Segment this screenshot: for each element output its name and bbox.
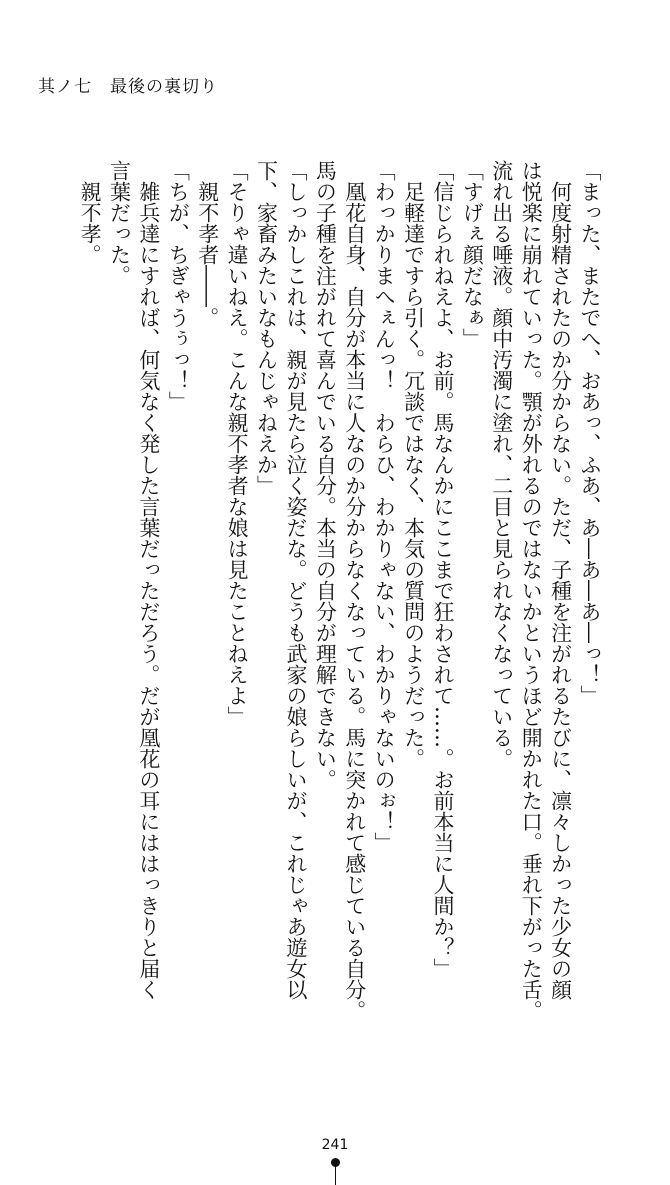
text-line: 何度射精されたのか分からない。ただ、子種を注がれるたびに、凛々しかった少女の顔 [548,160,573,1000]
text-line: 「すげぇ顔だなぁ」 [460,160,485,349]
text-line: 馬の子種を注がれて喜んでいる自分。本当の自分が理解できない。 [313,160,338,790]
text-line: 「まった、またでへ、おあっ、ふあ、あ―あ―あ―っ！」 [578,160,602,706]
chapter-title: 其ノ七 最後の裏切り [38,77,218,97]
text-line: 「わっかりまへぇんっ！ わらひ、わかりゃない、わかりゃないのぉ！」 [372,160,397,853]
text-line: 「しっかしこれは、親が見たら泣く姿だな。どうも武家の娘らしいが、これじゃあ遊女以 [283,160,308,1000]
text-line: 下、家畜みたいなもんじゃねえか」 [254,160,279,496]
text-line: 凰花自身、自分が本当に人なのか分からなくなっている。馬に突かれて感じている自分。 [342,160,367,1021]
vertical-body-text [24,160,604,1060]
folio-line-ornament [335,1166,336,1185]
text-line: 「ちが、ちぎゃうぅっ！」 [166,160,191,412]
text-line: 「信じられねえよ、お前。馬なんかにここまで狂わされて……。お前本当に人間か？」 [430,160,455,979]
text-line: は悦楽に崩れていった。顎が外れるのではないかというほど開かれた口。垂れ下がった舌。 [519,160,544,1021]
text-line: 流れ出る唾液。顔中汚濁に塗れ、二目と見られなくなっている。 [489,160,514,769]
text-line: 「そりゃ違いねえ。こんな親不孝者な娘は見たことねえよ」 [225,160,250,727]
text-line: 足軽達ですら引く。冗談ではなく、本気の質問のようだった。 [401,160,426,769]
text-line: 雑兵達にすれば、何気なく発した言葉だっただろう。だが凰花の耳にははっきりと届く [136,160,161,1000]
text-line: 親不孝。 [78,160,103,265]
text-line: 親不孝者――。 [195,160,220,328]
text-line: 言葉だった。 [107,160,132,286]
page-number: 241 [321,1137,349,1153]
